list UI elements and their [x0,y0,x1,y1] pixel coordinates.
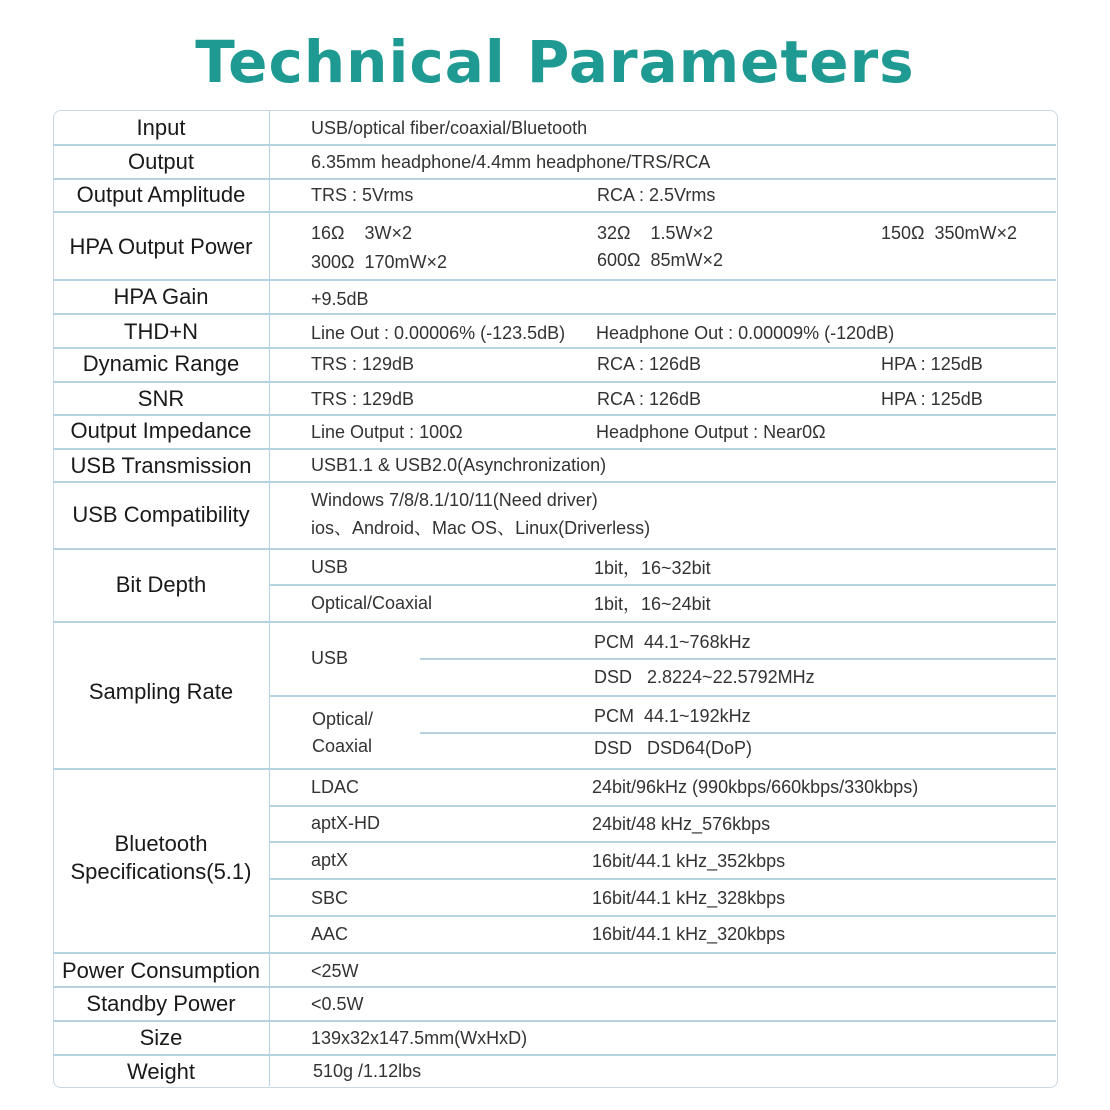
row-divider [53,481,1056,483]
input-value: USB/optical fiber/coaxial/Bluetooth [311,118,588,138]
usb-compatibility-windows: Windows 7/8/8.1/10/11(Need driver) [311,490,598,510]
snr-rca: RCA : 126dB [597,389,702,409]
row-divider [53,178,1056,180]
bluetooth-codec-name: aptX [311,850,349,870]
row-divider [53,144,1056,146]
hpa-power-16ohm: 16Ω 3W×2 [311,223,413,243]
hpa-gain-value: +9.5dB [311,289,369,309]
row-label-usb-compatibility: USB Compatibility [72,502,250,527]
hpa-power-150ohm: 150Ω 350mW×2 [881,223,1018,243]
row-label-output: Output [127,149,195,174]
row-divider [53,621,1056,623]
output-impedance-line: Line Output : 100Ω [311,422,463,442]
sub-row-divider [269,584,1056,586]
row-label-dynamic-range: Dynamic Range [82,351,240,376]
row-label-output-impedance: Output Impedance [70,418,252,443]
bluetooth-codec-value: 16bit/44.1 kHz_328kbps [592,888,786,908]
weight-value: 510g /1.12lbs [313,1061,422,1081]
bluetooth-codec-name: AAC [311,924,349,944]
hpa-power-600ohm: 600Ω 85mW×2 [597,250,724,270]
hpa-power-300ohm: 300Ω 170mW×2 [311,252,448,272]
sub-row-divider [420,658,1056,660]
row-label-usb-transmission: USB Transmission [70,453,252,478]
row-label-output-amplitude: Output Amplitude [76,182,246,207]
bit-depth-optical-value: 1bit，16~24bit [594,594,711,614]
sub-row-divider [420,732,1056,734]
row-label-size: Size [139,1025,183,1050]
sampling-rate-optical-pcm: PCM 44.1~192kHz [594,706,751,726]
sampling-rate-coaxial-label: Coaxial [312,736,373,756]
row-label-input: Input [136,115,186,140]
bluetooth-codec-name: LDAC [311,777,360,797]
size-value: 139x32x147.5mm(WxHxD) [311,1028,528,1048]
row-label-bluetooth: Bluetooth [114,831,208,856]
row-divider [53,1020,1056,1022]
row-label-snr: SNR [137,386,185,411]
output-amplitude-rca: RCA : 2.5Vrms [597,185,716,205]
row-divider [53,279,1056,281]
sampling-rate-usb-label: USB [311,648,349,668]
row-divider [53,768,1056,770]
row-divider [53,548,1056,550]
row-divider [53,414,1056,416]
row-divider [53,448,1056,450]
bluetooth-codec-value: 16bit/44.1 kHz_320kbps [592,924,786,944]
row-divider [53,986,1056,988]
sub-row-divider [269,695,1056,697]
row-label-bluetooth-spec: Specifications(5.1) [70,859,252,884]
row-label-weight: Weight [126,1059,196,1084]
snr-trs: TRS : 129dB [311,389,415,409]
output-amplitude-trs: TRS : 5Vrms [311,185,414,205]
page-title: Technical Parameters [195,28,915,96]
row-label-thd-n: THD+N [124,319,198,344]
row-label-sampling-rate: Sampling Rate [88,679,234,704]
row-divider [53,347,1056,349]
standby-power-value: <0.5W [311,994,364,1014]
row-label-standby-power: Standby Power [86,991,236,1016]
thd-n-headphone-out: Headphone Out : 0.00009% (-120dB) [596,323,895,343]
bit-depth-optical-label: Optical/Coaxial [311,593,433,613]
bluetooth-codec-value: 24bit/48 kHz_576kbps [592,814,771,834]
row-divider [53,313,1056,315]
bluetooth-codec-value: 16bit/44.1 kHz_352kbps [592,851,786,871]
bit-depth-usb-label: USB [311,557,349,577]
row-divider [53,381,1056,383]
sampling-rate-optical-label: Optical/ [312,709,374,729]
output-impedance-headphone: Headphone Output : Near0Ω [596,422,826,442]
thd-n-line-out: Line Out : 0.00006% (-123.5dB) [311,323,566,343]
snr-hpa: HPA : 125dB [881,389,983,409]
row-label-hpa-output-power: HPA Output Power [69,234,253,259]
bluetooth-codec-name: SBC [311,888,349,908]
usb-transmission-value: USB1.1 & USB2.0(Asynchronization) [311,455,607,475]
sampling-rate-usb-dsd: DSD 2.8224~22.5792MHz [594,667,815,687]
power-consumption-value: <25W [311,961,359,981]
column-divider [269,111,270,1086]
dynamic-range-hpa: HPA : 125dB [881,354,983,374]
sub-row-divider [269,915,1056,917]
sub-row-divider [269,878,1056,880]
row-label-power-consumption: Power Consumption [61,958,261,983]
row-label-bit-depth: Bit Depth [115,572,207,597]
hpa-power-32ohm: 32Ω 1.5W×2 [597,223,714,243]
usb-compatibility-driverless: ios、Android、Mac OS、Linux(Driverless) [311,518,651,538]
sampling-rate-usb-pcm: PCM 44.1~768kHz [594,632,751,652]
dynamic-range-trs: TRS : 129dB [311,354,415,374]
output-value: 6.35mm headphone/4.4mm headphone/TRS/RCA [311,152,711,172]
dynamic-range-rca: RCA : 126dB [597,354,702,374]
sampling-rate-optical-dsd: DSD DSD64(DoP) [594,738,753,758]
bit-depth-usb-value: 1bit，16~32bit [594,558,711,578]
sub-row-divider [269,841,1056,843]
bluetooth-codec-name: aptX-HD [311,813,381,833]
row-divider [53,1054,1056,1056]
row-label-hpa-gain: HPA Gain [113,284,209,309]
row-divider [53,952,1056,954]
sub-row-divider [269,805,1056,807]
bluetooth-codec-value: 24bit/96kHz (990kbps/660kbps/330kbps) [592,777,919,797]
row-divider [53,211,1056,213]
